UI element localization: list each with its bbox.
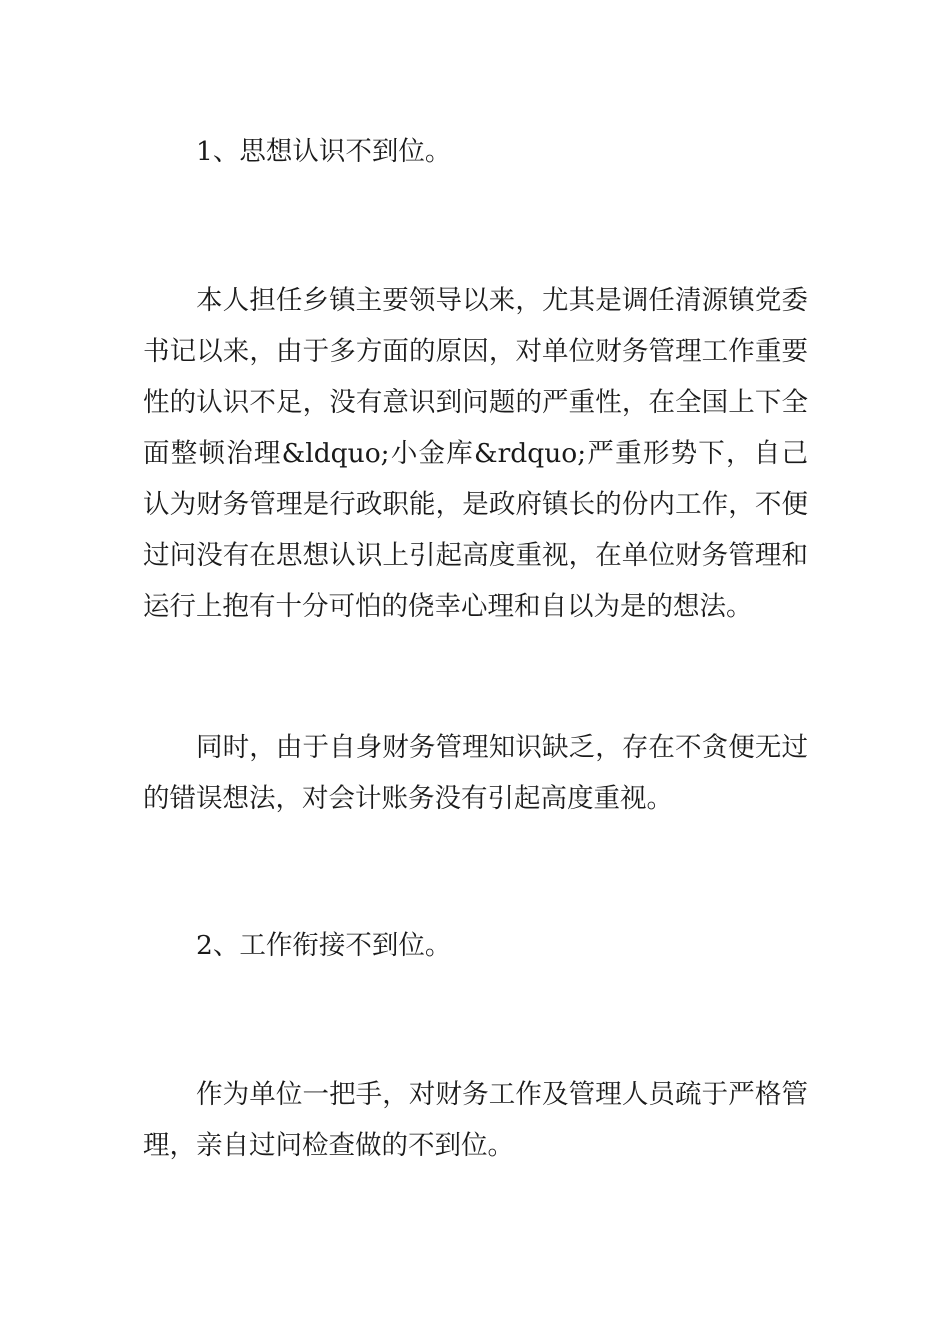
paragraph-body-1: 本人担任乡镇主要领导以来，尤其是调任清源镇党委书记以来，由于多方面的原因，对单位财务管理工作重要性的认识不足，没有意识到问题的严重性，在全国上下全面整顿治理&ldquo;小金库&rdquo;严重形势下，自己认为财务管理是行政职能，是政府镇长的份内工作，不便过问没有在思想认识上引起高度重视，在单位财务管理和运行上抱有十分可怕的侥幸心理和自以为是的想法。 (143, 285, 808, 622)
paragraph-body-2: 同时，由于自身财务管理知识缺乏，存在不贪便无过的错误想法，对会计账务没有引起高度重视。 (143, 732, 808, 814)
section-heading-1: 1、思想认识不到位。 (196, 136, 452, 167)
paragraph-body-3: 作为单位一把手，对财务工作及管理人员疏于严格管理，亲自过问检查做的不到位。 (143, 1079, 808, 1161)
section-heading-2: 2、工作衔接不到位。 (196, 930, 452, 961)
